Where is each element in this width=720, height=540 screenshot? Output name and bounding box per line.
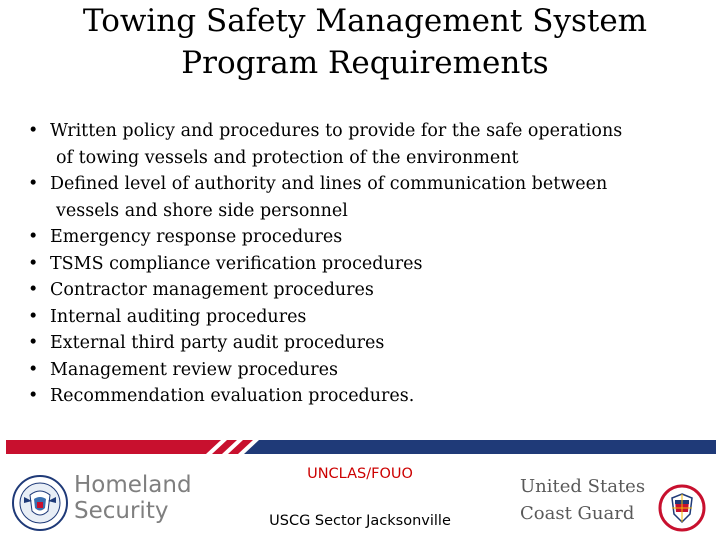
list-item — [28, 277, 708, 304]
list-item — [28, 171, 708, 224]
dhs-wordmark-line-1: Homeland — [74, 472, 192, 498]
footer-stripe — [6, 440, 716, 454]
uscg-wordmark — [520, 473, 655, 527]
classification-label: UNCLAS/FOUO — [307, 466, 413, 482]
list-item-text: Internal auditing procedures — [50, 306, 307, 327]
list-item — [28, 251, 708, 278]
slide-title — [40, 0, 690, 84]
bullet-icon: • — [28, 386, 39, 406]
list-item-text-continued: of towing vessels and protection of the environment — [56, 147, 519, 168]
uscg-wordmark-line-2: Coast Guard — [520, 503, 635, 524]
list-item-text: Management review procedures — [50, 359, 338, 380]
list-item — [28, 383, 708, 410]
requirements-list — [28, 118, 708, 410]
title-line-2: Program Requirements — [181, 45, 549, 81]
uscg-wordmark-line-1: United States — [520, 476, 646, 497]
list-item — [28, 118, 708, 171]
dhs-seal-icon — [12, 475, 68, 531]
dhs-wordmark-line-2: Security — [74, 498, 169, 524]
stripe-red-left — [6, 440, 221, 454]
list-item — [28, 224, 708, 251]
bullet-icon: • — [28, 280, 39, 300]
list-item-text: Written policy and procedures to provide for the safe operations — [50, 121, 623, 141]
bullet-icon: • — [28, 174, 39, 194]
list-item-text: External third party audit procedures — [50, 333, 385, 353]
bullet-icon: • — [28, 227, 39, 247]
sector-label: USCG Sector Jacksonville — [269, 513, 451, 529]
bullet-icon: • — [28, 359, 39, 380]
list-item — [28, 304, 708, 331]
dhs-wordmark — [74, 472, 192, 524]
list-item-text: Emergency response procedures — [50, 227, 343, 247]
list-item-text: Recommendation evaluation procedures. — [50, 386, 415, 406]
bullet-icon: • — [28, 253, 39, 274]
list-item — [28, 330, 708, 357]
bullet-icon: • — [28, 333, 39, 353]
list-item — [28, 357, 708, 384]
list-item-text: TSMS compliance verification procedures — [50, 253, 423, 274]
bullet-icon: • — [28, 121, 39, 141]
uscg-emblem-icon — [658, 484, 706, 532]
list-item-text-continued: vessels and shore side personnel — [56, 200, 348, 221]
bullet-icon: • — [28, 306, 39, 327]
list-item-text: Defined level of authority and lines of communication between — [50, 174, 608, 194]
list-item-text: Contractor management procedures — [50, 280, 374, 300]
title-line-1: Towing Safety Management System — [82, 3, 648, 39]
stripe-blue — [244, 440, 716, 454]
